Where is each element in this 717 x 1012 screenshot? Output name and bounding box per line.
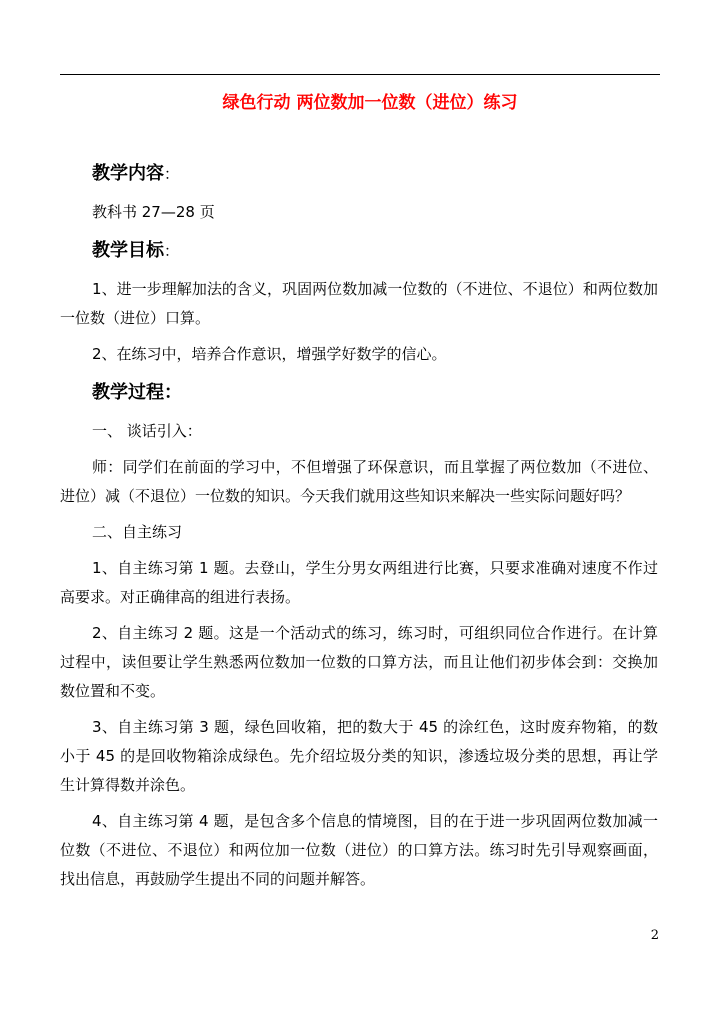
heading-text: 教学内容 (92, 163, 164, 184)
exercise-1: 1、自主练习第 1 题。去登山，学生分男女两组进行比赛，只要求准确对速度不作过高要求。对正确律高的组进行表扬。 (60, 559, 658, 606)
heading-colon: ： (164, 382, 182, 403)
document-title: 绿色行动 两位数加一位数（进位）练习 (222, 93, 518, 113)
step-1-text: 师：同学们在前面的学习中，不但增强了环保意识，而且掌握了两位数加（不进位、进位）减（不退位）一位数的知识。今天我们就用这些知识来解决一些实际问题好吗？ (60, 458, 658, 505)
page-number: 2 (650, 928, 659, 943)
exercise-2: 2、自主练习 2 题。这是一个活动式的练习，练习时，可组织同位合作进行。在计算过程中，读但要让学生熟悉两位数加一位数的口算方法，而且让他们初步体会到：交换加数位置和不变。 (60, 624, 658, 700)
goal-2: 2、在练习中，培养合作意识，增强学好数学的信心。 (92, 345, 447, 363)
content-text: 教科书 27—28 页 (92, 203, 215, 221)
heading-text: 教学目标 (92, 240, 164, 261)
goal-1: 1、进一步理解加法的含义，巩固两位数加减一位数的（不进位、不退位）和两位数加一位数（进位）口算。 (60, 280, 658, 327)
heading-text: 教学过程 (92, 382, 164, 403)
step-2-heading: 二、自主练习 (92, 523, 183, 541)
document-body (60, 150, 658, 901)
header-rule (60, 74, 660, 75)
section-heading-process (92, 379, 658, 407)
heading-colon: ： (164, 242, 180, 260)
heading-colon: ： (164, 165, 180, 183)
exercise-3: 3、自主练习第 3 题，绿色回收箱，把的数大于 45 的涂红色，这时废弃物箱，的数小于 45 的是回收物箱涂成绿色。先介绍垃圾分类的知识，渗透垃圾分类的思想，再让学生计算得数并涂色。 (60, 718, 658, 794)
section-heading-content (92, 160, 658, 188)
exercise-4: 4、自主练习第 4 题，是包含多个信息的情境图，目的在于进一步巩固两位数加减一位数（不进位、不退位）和两位加一位数（进位）的口算方法。练习时先引导观察画面，找出信息，再鼓励学生提出不同的问题并解答。 (60, 812, 658, 888)
step-1-heading: 一、 谈话引入： (92, 422, 202, 440)
section-heading-goals (92, 237, 658, 265)
